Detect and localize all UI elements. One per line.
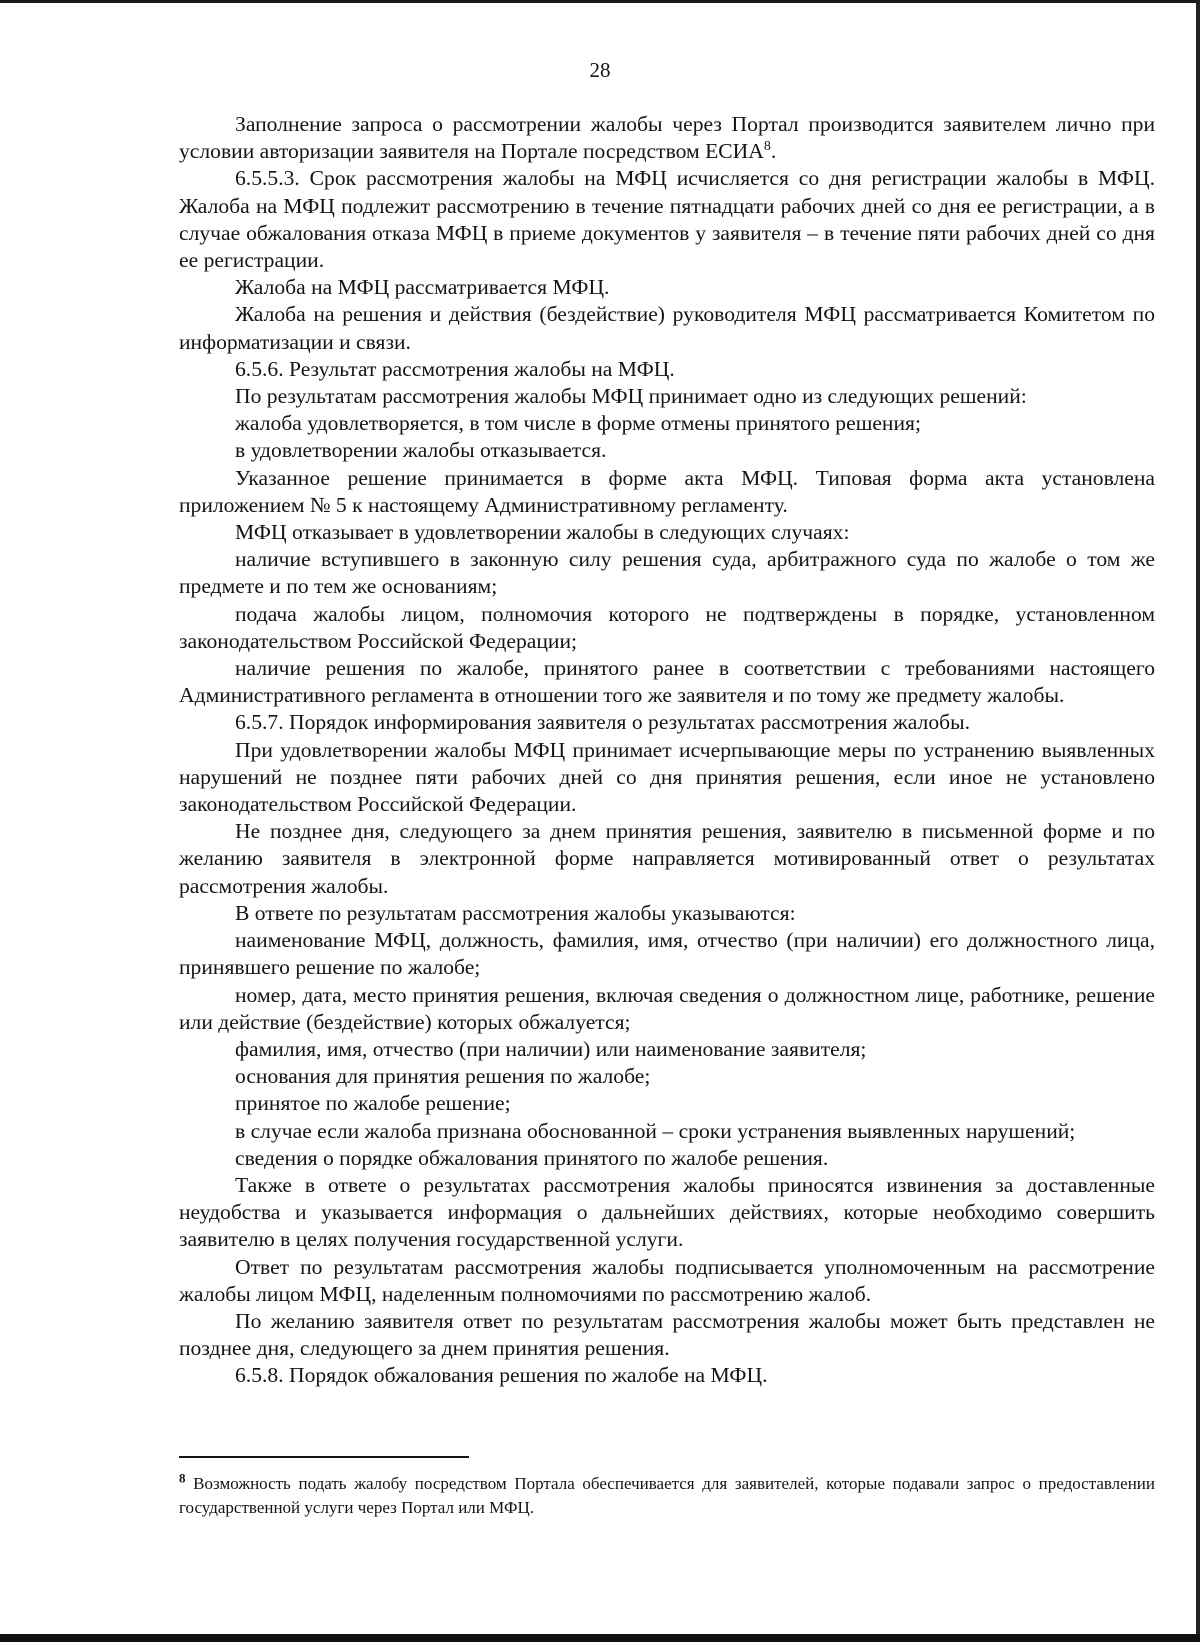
page-number: 28 — [589, 58, 611, 82]
scan-edge-bottom — [0, 1634, 1200, 1642]
paragraph: Жалоба на МФЦ рассматривается МФЦ. — [235, 275, 610, 300]
footnote-marker: 8 — [179, 1470, 186, 1486]
paragraph: Также в ответе о результатах рассмотрения жалобы приносятся извинения за доставленные неудобства и указывается информация о дальнейших действиях, которые необходимо совершить заявителю в целях получения государственной услуги. — [179, 1172, 1155, 1252]
list-item: наименование МФЦ, должность, фамилия, имя, отчество (при наличии) его должностного лица, принявшего решение по жалобе; — [179, 928, 1155, 980]
paragraph: При удовлетворении жалобы МФЦ принимает исчерпывающие меры по устранению выявленных нарушений не позднее пяти рабочих дней со дня принятия решения, если иное не установлено законодательством Российской Федерации. — [179, 737, 1155, 817]
scan-edge-top — [0, 0, 1200, 3]
footnote-reference: 8 — [763, 139, 771, 155]
list-item: принятое по жалобе решение; — [235, 1091, 511, 1116]
paragraph: В ответе по результатам рассмотрения жалобы указываются: — [235, 900, 796, 925]
paragraph: Не позднее дня, следующего за днем принятия решения, заявителю в письменной форме и по желанию заявителя в электронной форме направляется мотивированный ответ о результатах рассмотрения жалобы. — [179, 819, 1155, 898]
section-heading: 6.5.6. Результат рассмотрения жалобы на МФЦ. — [235, 356, 675, 381]
section-heading: 6.5.8. Порядок обжалования решения по жалобе на МФЦ. — [235, 1363, 768, 1388]
footnote-separator — [179, 1456, 469, 1458]
list-item: сведения о порядке обжалования принятого по жалобе решения. — [235, 1145, 829, 1170]
document-body — [179, 111, 1155, 1390]
list-item: в случае если жалоба признана обоснованной – сроки устранения выявленных нарушений; — [235, 1118, 1076, 1143]
paragraph: МФЦ отказывает в удовлетворении жалобы в следующих случаях: — [235, 520, 850, 545]
list-item: наличие решения по жалобе, принятого ранее в соответствии с требованиями настоящего Административного регламента в отношении того же заявителя и по тому же предмету жалобы. — [179, 656, 1155, 708]
list-item: фамилия, имя, отчество (при наличии) или наименование заявителя; — [235, 1036, 867, 1061]
list-item: подача жалобы лицом, полномочия которого не подтверждены в порядке, установленном законодательством Российской Федерации; — [179, 601, 1155, 653]
footnote-text: Возможность подать жалобу посредством Портала обеспечивается для заявителей, которые подавали запрос о предоставлении государственной услуги через Портал или МФЦ. — [179, 1474, 1155, 1517]
list-item: наличие вступившего в законную силу решения суда, арбитражного суда по жалобе о том же предмете и по тем же основаниям; — [179, 547, 1155, 599]
list-item: жалоба удовлетворяется, в том числе в форме отмены принятого решения; — [235, 411, 921, 436]
footnote — [179, 1472, 1155, 1520]
list-item: в удовлетворении жалобы отказывается. — [235, 438, 607, 463]
paragraph: Жалоба на решения и действия (бездействие) руководителя МФЦ рассматривается Комитетом по информатизации и связи. — [179, 302, 1155, 354]
list-item: номер, дата, место принятия решения, включая сведения о должностном лице, работнике, решение или действие (бездействие) которых обжалуется; — [179, 982, 1155, 1034]
section-heading: 6.5.7. Порядок информирования заявителя о результатах рассмотрения жалобы. — [235, 710, 971, 735]
paragraph: Указанное решение принимается в форме акта МФЦ. Типовая форма акта установлена приложением № 5 к настоящему Административному регламенту. — [179, 465, 1155, 517]
paragraph: По желанию заявителя ответ по результатам рассмотрения жалобы может быть представлен не позднее дня, следующего за днем принятия решения. — [179, 1308, 1155, 1361]
list-item: основания для принятия решения по жалобе; — [235, 1064, 651, 1089]
paragraph: По результатам рассмотрения жалобы МФЦ принимает одно из следующих решений: — [235, 384, 1027, 409]
paragraph: Заполнение запроса о рассмотрении жалобы через Портал производится заявителем лично при условии авторизации заявителя на Портале посредством ЕСИА$^8$. — [179, 112, 1155, 164]
paragraph: Ответ по результатам рассмотрения жалобы подписывается уполномоченным на рассмотрение жалобы лицом МФЦ, наделенным полномочиями по рассмотрению жалоб. — [179, 1254, 1155, 1306]
paragraph: 6.5.5.3. Срок рассмотрения жалобы на МФЦ исчисляется со дня регистрации жалобы в МФЦ. Жалоба на МФЦ подлежит рассмотрению в течение пятнадцати рабочих дней со дня ее регистрации, а в случае обжалования отказа МФЦ в приеме документов у заявителя – в течение пяти рабочих дней со дня ее регистрации. — [179, 166, 1155, 273]
scan-edge-right — [1196, 0, 1200, 1642]
